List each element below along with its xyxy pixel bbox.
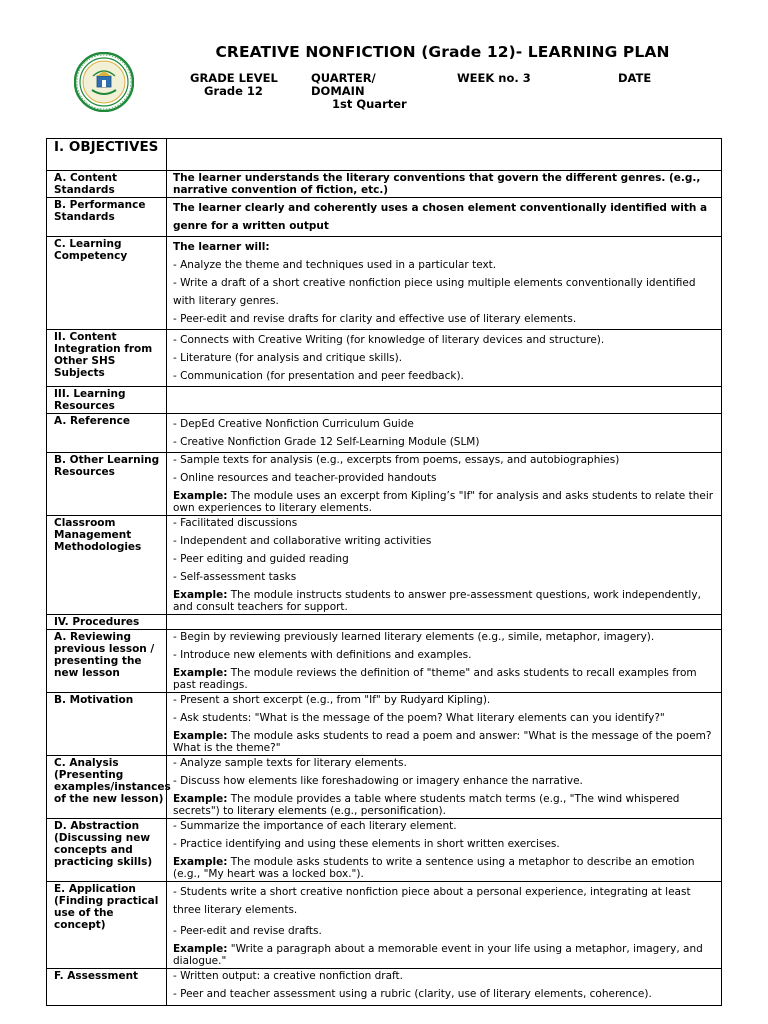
list-item: - Present a short excerpt (e.g., from "If" by Rudyard Kipling).	[173, 694, 491, 706]
row-content	[167, 693, 722, 756]
example-body: The module instructs students to answer pre-assessment questions, work independently, and consult teachers for support.	[173, 589, 701, 613]
row-label: Classroom Management Methodologies	[47, 516, 167, 615]
table-row	[47, 139, 722, 171]
performance-standards-text: The learner clearly and coherently uses a chosen element conventionally identified with a genre for a written output	[167, 198, 722, 237]
table-row	[47, 756, 722, 819]
example-text	[173, 667, 719, 691]
list-item: - Communication (for presentation and peer feedback).	[173, 370, 464, 382]
row-label: B. Performance Standards	[47, 198, 167, 237]
list-item: - Discuss how elements like foreshadowing or imagery enhance the narrative.	[173, 775, 583, 787]
quarter-domain-header	[311, 72, 407, 111]
grade-level-label: GRADE LEVEL	[190, 71, 278, 85]
list-item: - Written output: a creative nonfiction draft.	[173, 970, 403, 982]
example-body: The module asks students to write a sentence using a metaphor to describe an emotion (e.g., "My heart was a locked box.").	[173, 856, 695, 880]
example-body: The module asks students to read a poem and answer: "What is the message of the poem? What is the theme?"	[173, 730, 712, 754]
row-label: C. Analysis (Presenting examples/instances of the new lesson)	[47, 756, 167, 819]
list-item: - Self-assessment tasks	[173, 571, 297, 583]
list-item: - Analyze sample texts for literary elements.	[173, 757, 407, 769]
example-text	[173, 856, 719, 880]
row-label: III. Learning Resources	[47, 387, 167, 414]
row-label: A. Reviewing previous lesson / presenting the new lesson	[47, 630, 167, 693]
quarter-label: QUARTER/	[311, 71, 376, 85]
example-label: Example:	[173, 730, 228, 742]
table-row	[47, 387, 722, 414]
list-item: - Begin by reviewing previously learned literary elements (e.g., simile, metaphor, imagery).	[173, 631, 655, 643]
table-row	[47, 516, 722, 615]
table-row	[47, 882, 722, 969]
table-row	[47, 630, 722, 693]
table-row	[47, 819, 722, 882]
row-content	[167, 330, 722, 387]
row-content	[167, 237, 722, 330]
row-content	[167, 387, 722, 414]
table-row	[47, 414, 722, 453]
list-item: - Analyze the theme and techniques used in a particular text.	[173, 259, 497, 271]
example-body: "Write a paragraph about a memorable event in your life using a metaphor, imagery, and dialogue."	[173, 943, 703, 967]
table-row	[47, 693, 722, 756]
row-content	[167, 139, 722, 171]
list-item: - Sample texts for analysis (e.g., excerpts from poems, essays, and autobiographies)	[173, 454, 620, 466]
example-label: Example:	[173, 856, 228, 868]
list-item: - Peer-edit and revise drafts.	[173, 925, 322, 937]
row-label: A. Reference	[47, 414, 167, 453]
grade-level-value: Grade 12	[204, 84, 263, 98]
example-body: The module uses an excerpt from Kipling’s "If" for analysis and asks students to relate their own experiences to literary elements.	[173, 490, 714, 514]
example-label: Example:	[173, 589, 228, 601]
example-text	[173, 490, 719, 514]
quarter-value: 1st Quarter	[332, 97, 407, 111]
list-item: - Introduce new elements with definitions and examples.	[173, 649, 472, 661]
row-label: B. Other Learning Resources	[47, 453, 167, 516]
grade-level-header	[190, 72, 278, 98]
example-text	[173, 589, 719, 613]
example-label: Example:	[173, 793, 228, 805]
row-content	[167, 819, 722, 882]
row-content	[167, 453, 722, 516]
list-item: - Facilitated discussions	[173, 517, 298, 529]
content-standards-text: The learner understands the literary conventions that govern the different genres. (e.g., narrative convention of fiction, etc.)	[167, 171, 722, 198]
list-item: - DepEd Creative Nonfiction Curriculum Guide	[173, 418, 414, 430]
list-item: - Summarize the importance of each literary element.	[173, 820, 457, 832]
list-item: - Creative Nonfiction Grade 12 Self-Learning Module (SLM)	[173, 436, 480, 448]
row-label: D. Abstraction (Discussing new concepts and practicing skills)	[47, 819, 167, 882]
example-label: Example:	[173, 667, 228, 679]
row-label	[47, 139, 167, 171]
row-label: F. Assessment	[47, 969, 167, 1006]
row-label: C. Learning Competency	[47, 237, 167, 330]
list-item: - Peer and teacher assessment using a rubric (clarity, use of literary elements, coherence).	[173, 988, 652, 1000]
example-label: Example:	[173, 490, 228, 502]
objectives-heading: I. OBJECTIVES	[54, 139, 159, 155]
table-row	[47, 171, 722, 198]
row-content	[167, 969, 722, 1006]
row-content	[167, 756, 722, 819]
week-header	[457, 72, 531, 85]
table-row	[47, 453, 722, 516]
row-content	[167, 414, 722, 453]
example-body: The module reviews the definition of "theme" and asks students to recall examples from past readings.	[173, 667, 697, 691]
row-content	[167, 630, 722, 693]
row-content	[167, 516, 722, 615]
row-label: II. Content Integration from Other SHS Subjects	[47, 330, 167, 387]
list-item: - Online resources and teacher-provided handouts	[173, 472, 437, 484]
learning-plan-table	[46, 138, 722, 1006]
list-item: - Write a draft of a short creative nonfiction piece using multiple elements conventionally identified with literary genres.	[173, 277, 696, 307]
row-label: B. Motivation	[47, 693, 167, 756]
domain-label: DOMAIN	[311, 84, 365, 98]
list-item: - Students write a short creative nonfiction piece about a personal experience, integrating at least three literary elements.	[173, 886, 691, 916]
list-item: - Peer-edit and revise drafts for clarity and effective use of literary elements.	[173, 313, 577, 325]
list-item: - Literature (for analysis and critique skills).	[173, 352, 403, 364]
list-item: - Independent and collaborative writing activities	[173, 535, 432, 547]
date-label: DATE	[618, 71, 652, 85]
row-content	[167, 615, 722, 630]
table-row	[47, 615, 722, 630]
row-label: A. Content Standards	[47, 171, 167, 198]
list-item: - Practice identifying and using these elements in short written exercises.	[173, 838, 560, 850]
example-text	[173, 943, 719, 967]
table-row	[47, 198, 722, 237]
table-row	[47, 969, 722, 1006]
table-row	[47, 237, 722, 330]
row-content	[167, 882, 722, 969]
example-text	[173, 730, 719, 754]
list-item: - Ask students: "What is the message of the poem? What literary elements can you identify?"	[173, 712, 665, 724]
week-label: WEEK no. 3	[457, 71, 531, 85]
list-item: - Peer editing and guided reading	[173, 553, 349, 565]
date-header	[618, 72, 651, 85]
document-title: CREATIVE NONFICTION (Grade 12)- LEARNING PLAN	[215, 43, 670, 61]
example-text	[173, 793, 719, 817]
row-label: E. Application (Finding practical use of the concept)	[47, 882, 167, 969]
school-seal-logo	[74, 52, 134, 112]
competency-heading: The learner will:	[173, 241, 270, 253]
list-item: - Connects with Creative Writing (for knowledge of literary devices and structure).	[173, 334, 605, 346]
example-label: Example:	[173, 943, 228, 955]
row-label: IV. Procedures	[47, 615, 167, 630]
example-body: The module provides a table where students match terms (e.g., "The wind whispered secrets") to literary elements (e.g., personification).	[173, 793, 680, 817]
table-row	[47, 330, 722, 387]
